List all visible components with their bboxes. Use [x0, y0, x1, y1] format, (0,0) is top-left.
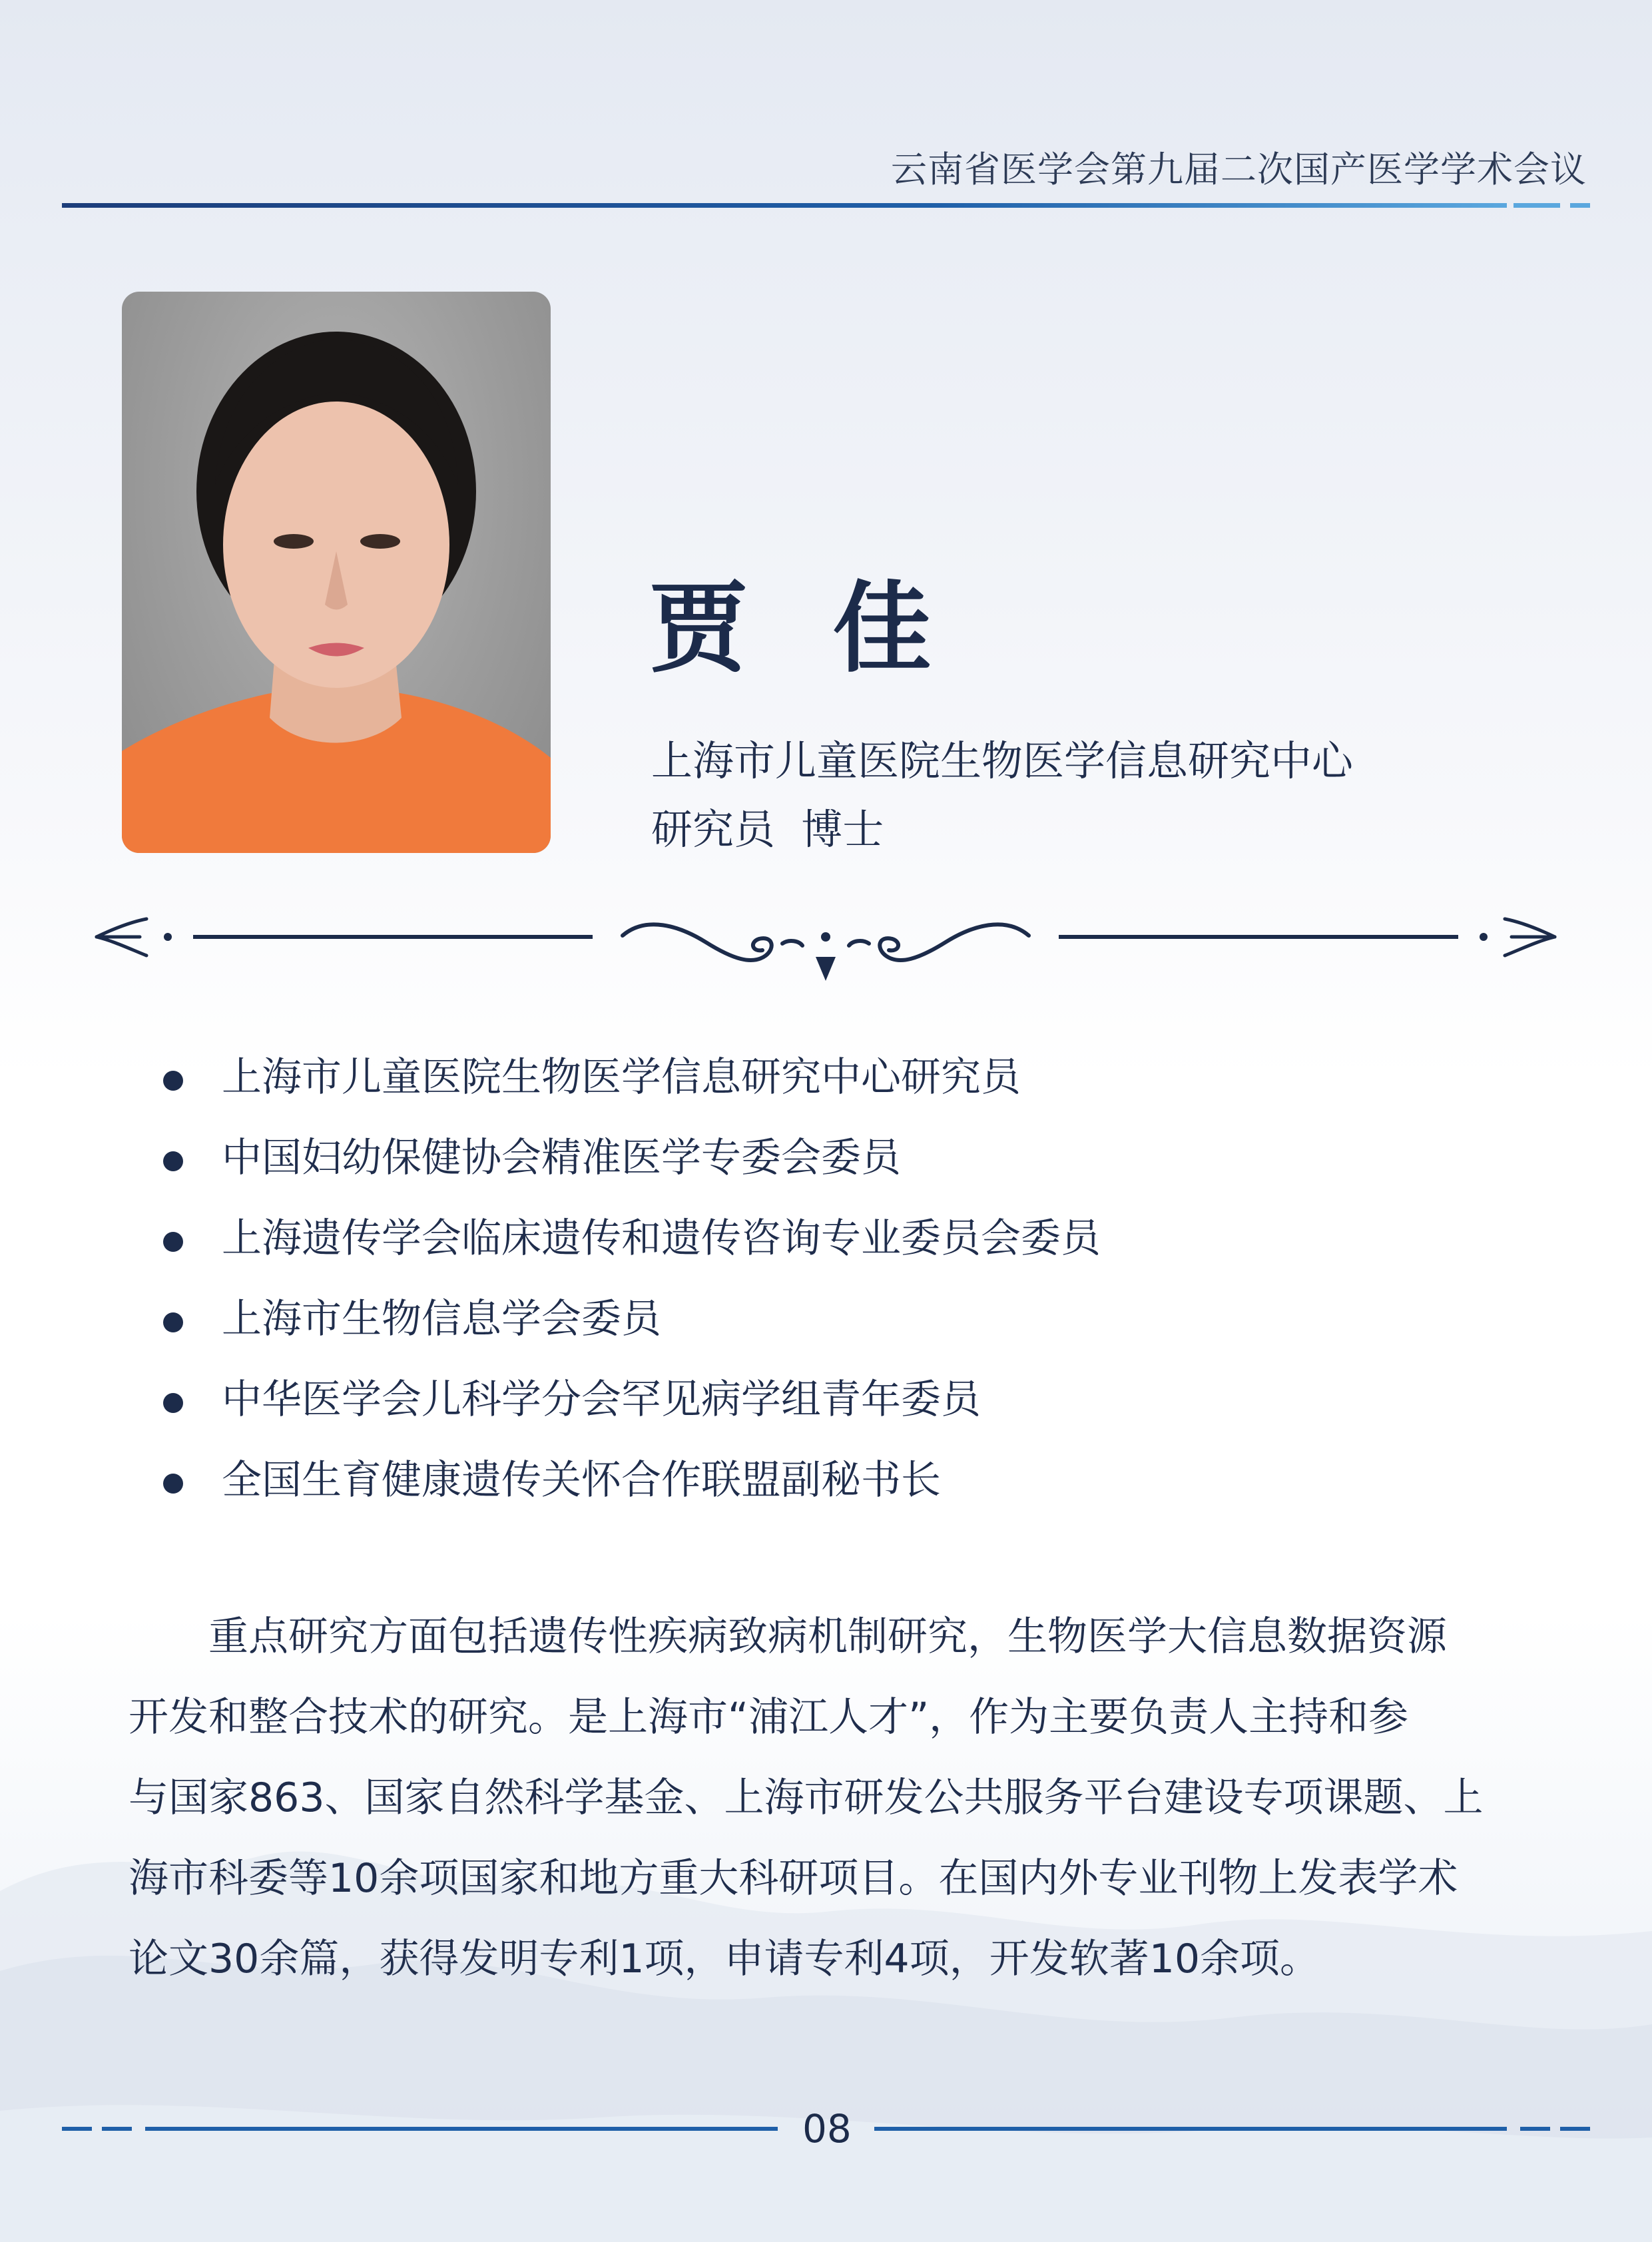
bio-line: 海市科委等10余项国家和地方重大科研项目。在国内外专业刊物上发表学术	[129, 1855, 1458, 1902]
role-text: 上海市儿童医院生物医学信息研究中心研究员	[222, 1054, 1021, 1101]
header-divider	[62, 200, 1590, 213]
ornamental-divider	[93, 902, 1558, 995]
role-text: 上海遗传学会临床遗传和遗传咨询专业委员会委员	[222, 1215, 1101, 1262]
affiliation: 上海市儿童医院生物医学信息研究中心	[651, 736, 1354, 785]
bullet-icon	[163, 1393, 183, 1413]
biography-paragraph	[129, 1597, 1527, 2000]
portrait-photo	[122, 292, 551, 853]
bio-line: 开发和整合技术的研究。是上海市“浦江人才”，作为主要负责人主持和参	[129, 1694, 1409, 1741]
bullet-icon	[163, 1232, 183, 1252]
academic-title: 研究员 博士	[651, 805, 884, 854]
role-text: 全国生育健康遗传关怀合作联盟副秘书长	[222, 1457, 941, 1504]
bio-line: 论文30余篇，获得发明专利1项，申请专利4项，开发软著10余项。	[129, 1936, 1320, 1982]
bio-line: 重点研究方面包括遗传性疾病致病机制研究，生物医学大信息数据资源	[129, 1613, 1447, 1660]
bullet-icon	[163, 1151, 183, 1171]
bio-line: 与国家863、国家自然科学基金、上海市研发公共服务平台建设专项课题、上	[129, 1775, 1484, 1821]
role-text: 上海市生物信息学会委员	[222, 1296, 661, 1342]
center-scroll-icon	[623, 924, 1029, 960]
role-text: 中国妇幼保健协会精准医学专委会委员	[222, 1135, 901, 1181]
page-number: 08	[802, 2106, 852, 2151]
right-flourish-icon	[1505, 919, 1555, 956]
left-flourish-icon	[97, 919, 146, 956]
person-name: 贾 佳	[649, 571, 957, 686]
conference-title: 云南省医学会第九届二次国产医学学术会议	[891, 148, 1587, 190]
bullet-icon	[163, 1312, 183, 1332]
role-text: 中华医学会儿科学分会罕见病学组青年委员	[222, 1376, 981, 1423]
bullet-icon	[163, 1474, 183, 1494]
bullet-icon	[163, 1071, 183, 1091]
